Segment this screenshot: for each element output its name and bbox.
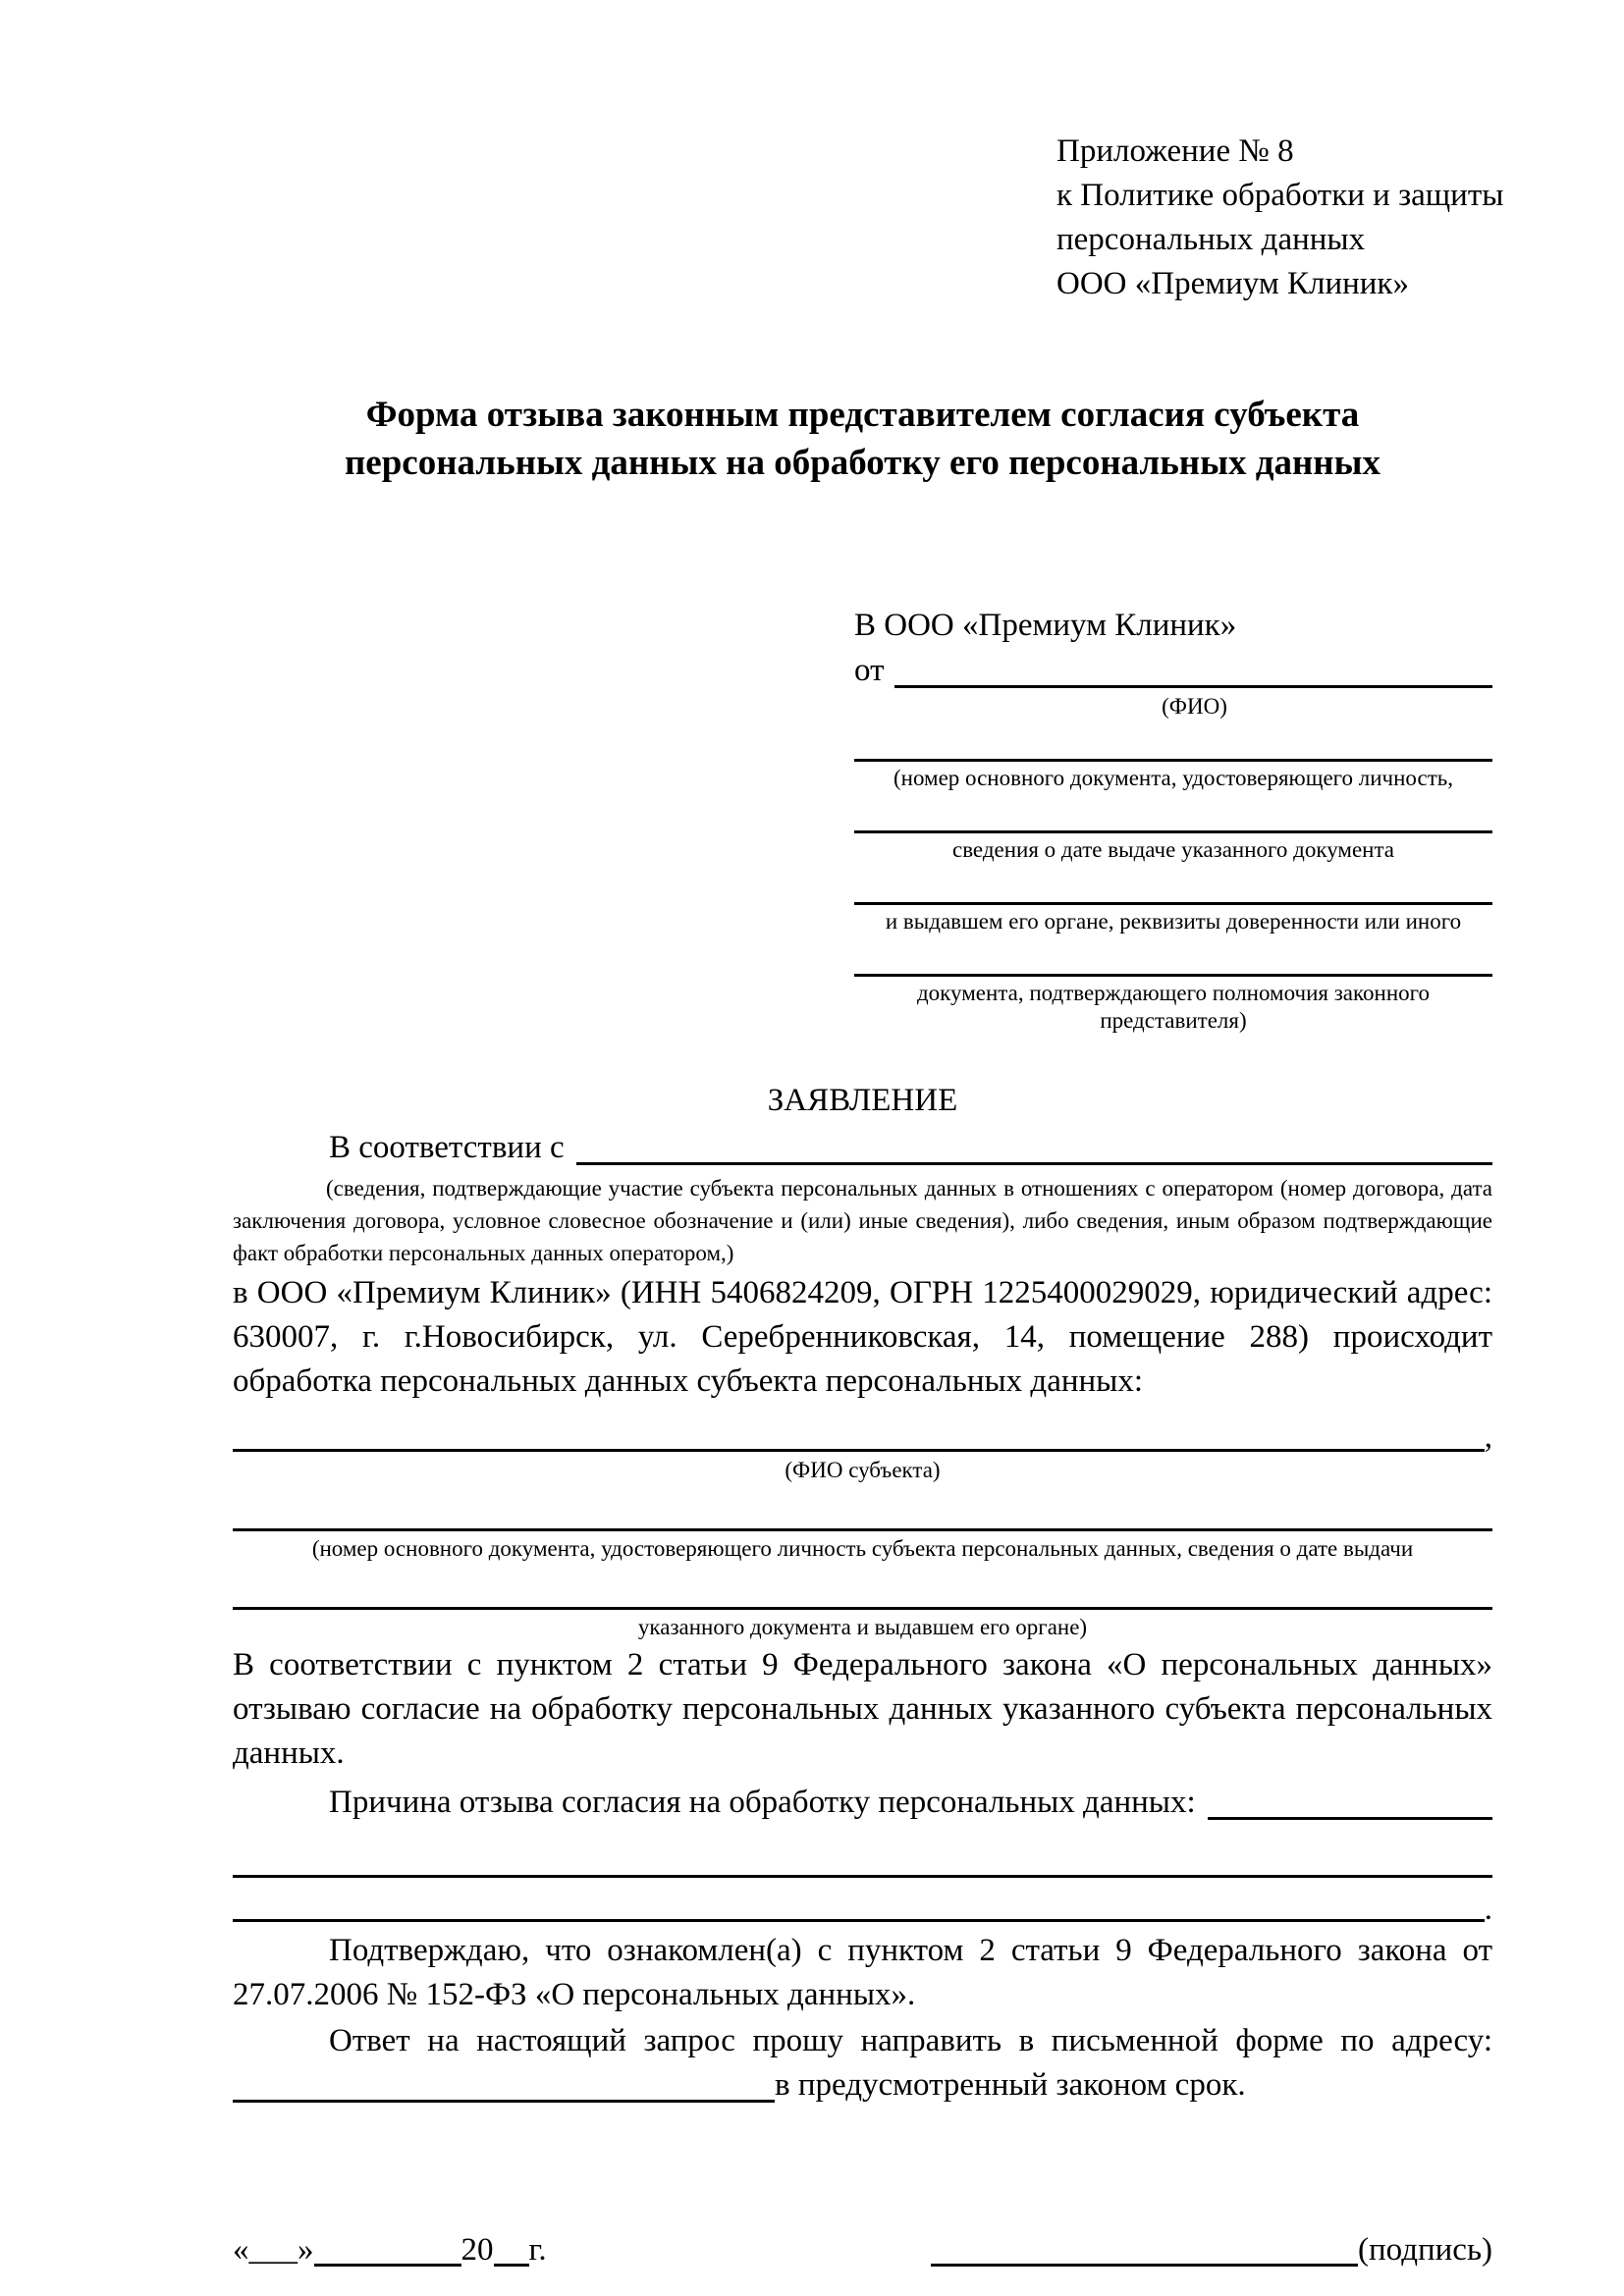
reason-label: Причина отзыва согласия на обработку персональных данных: — [329, 1785, 1196, 1820]
reply-prefix-line: Ответ на настоящий запрос прошу направить в письменной форме по адресу: — [329, 2023, 1492, 2058]
withdrawal-paragraph: В соответствии с пунктом 2 статьи 9 Федерального закона «О персональных данных» отзываю согласие на обработку персональных данных указанного субъекта персональных данных. — [233, 1647, 1492, 1771]
reason-blank-row-2 — [233, 1892, 1492, 1927]
subject-fio-blank-line[interactable] — [233, 1449, 1485, 1452]
date-month-blank-line[interactable] — [314, 2264, 461, 2267]
intro-prefix: В соответствии с — [329, 1130, 565, 1165]
appendix-company: ООО «Премиум Клиник» — [1056, 266, 1409, 301]
date-group — [233, 2227, 547, 2272]
subject-doc-caption-1: (номер основного документа, удостоверяющего личность субъекта персональных данных, сведения о дате выдачи — [311, 1536, 1414, 1561]
document-title — [233, 391, 1492, 487]
subject-fio-trailing-comma: , — [1484, 1419, 1492, 1455]
date-year-suffix: г. — [528, 2232, 547, 2268]
intro-caption: (сведения, подтверждающие участие субъекта персональных данных в отношениях с оператором (номер договора, дата заключения договора, условное словесное обозначение и (или) иные сведения), либо сведения, иным образом подтверждающие факт обработки персональных данных оператором,) — [233, 1176, 1492, 1265]
signature-group — [931, 2227, 1492, 2272]
appendix-policy-line1: к Политике обработки и защиты — [1056, 178, 1504, 213]
reply-address-blank-line[interactable] — [233, 2063, 775, 2103]
signature-blank-line[interactable] — [931, 2264, 1358, 2267]
representative-doc-caption-2: сведения о дате выдаче указанного документа — [951, 837, 1395, 862]
date-year-blank-line[interactable] — [494, 2264, 529, 2267]
statement-heading: ЗАЯВЛЕНИЕ — [767, 1083, 958, 1118]
reply-suffix: в предусмотренный законом срок. — [775, 2067, 1246, 2103]
subject-doc-blank-line-1[interactable] — [233, 1504, 1492, 1531]
representative-doc-blank-line-3[interactable] — [854, 880, 1492, 905]
representative-name-blank-line[interactable] — [894, 648, 1493, 688]
date-year-prefix: 20 — [460, 2232, 494, 2268]
date-day-blank[interactable]: «___» — [233, 2232, 314, 2268]
representative-doc-blank-line-1[interactable] — [854, 736, 1492, 762]
subject-doc-caption-2: указанного документа и выдавшем его органе) — [637, 1615, 1088, 1639]
from-label: от — [854, 653, 885, 688]
relation-details-blank-line[interactable] — [576, 1125, 1492, 1165]
intro-row — [233, 1125, 1492, 1170]
appendix-policy-line2: персональных данных — [1056, 222, 1366, 257]
subject-fio-row — [233, 1417, 1492, 1457]
reason-row — [233, 1780, 1492, 1825]
appendix-header-block — [1056, 130, 1504, 306]
document-title-line1: Форма отзыва законным представителем согласия субъекта — [365, 395, 1360, 435]
confirm-paragraph: Подтверждаю, что ознакомлен(а) с пунктом 2 статьи 9 Федерального закона от 27.07.2006 № 152-ФЗ «О персональных данных». — [233, 1933, 1492, 2012]
addressee-block — [854, 603, 1492, 1035]
representative-doc-blank-line-2[interactable] — [854, 808, 1492, 833]
footer-row — [233, 2227, 1492, 2272]
subject-doc-blank-line-2[interactable] — [233, 1582, 1492, 1610]
representative-doc-blank-line-4[interactable] — [854, 951, 1492, 977]
reason-blank-line-2[interactable] — [233, 1919, 1485, 1922]
operator-paragraph: в ООО «Премиум Клиник» (ИНН 5406824209, ОГРН 1225400029029, юридический адрес: 630007, г. г.Новосибирск, ул. Серебренниковская, 14, помещение 288) происходит обработка персональных данных субъекта персональных данных: — [233, 1275, 1492, 1399]
subject-fio-caption: (ФИО субъекта) — [785, 1458, 941, 1482]
document-title-line2: персональных данных на обработку его персональных данных — [344, 443, 1380, 483]
from-row — [854, 648, 1492, 693]
reply-address-row — [233, 2063, 1492, 2108]
representative-doc-caption-4: документа, подтверждающего полномочия законного представителя) — [916, 981, 1430, 1033]
reason-blank-line-1[interactable] — [233, 1848, 1492, 1878]
addressee-to: В ООО «Премиум Клиник» — [854, 608, 1237, 643]
reason-blank-line-short[interactable] — [1208, 1780, 1492, 1820]
appendix-number: Приложение № 8 — [1056, 133, 1294, 169]
representative-doc-caption-3: и выдавшем его органе, реквизиты доверенности или иного — [885, 909, 1462, 934]
reason-trailing-period: . — [1484, 1892, 1492, 1927]
representative-doc-caption-1: (номер основного документа, удостоверяющего личность, — [893, 766, 1453, 790]
signature-caption: (подпись) — [1358, 2232, 1492, 2268]
fio-caption: (ФИО) — [1162, 694, 1227, 719]
